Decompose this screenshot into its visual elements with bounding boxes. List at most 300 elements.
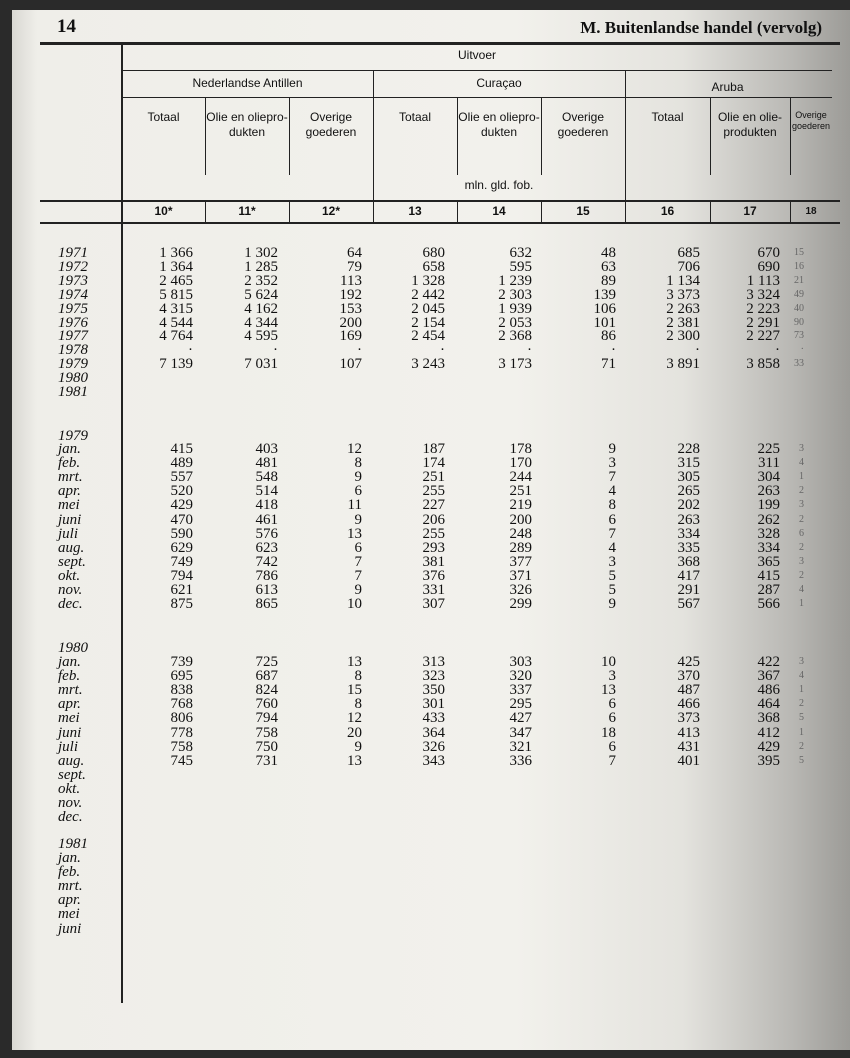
table-cell: 731 <box>255 752 278 769</box>
table-cell: 2 381 <box>666 314 700 331</box>
table-cell: 4 764 <box>159 328 193 345</box>
table-cell: 106 <box>593 300 616 317</box>
table-cell: 343 <box>422 752 445 769</box>
table-cell: 12 <box>347 441 362 457</box>
table-cell: 1 239 <box>498 272 532 289</box>
column-header: Olie en olieprodukten <box>458 110 540 139</box>
row-label: 1971 <box>58 245 88 261</box>
table-cell: 2 263 <box>666 300 700 317</box>
table-cell: 48 <box>601 245 616 261</box>
table-cell: 2 <box>799 513 804 525</box>
table-cell: 219 <box>509 497 532 514</box>
table-cell: 7 <box>354 553 362 570</box>
table-cell: 768 <box>170 696 193 713</box>
table-cell: 739 <box>170 654 193 670</box>
row-label: mei <box>58 906 80 923</box>
table-cell: 328 <box>757 525 780 542</box>
row-label: feb. <box>58 668 81 685</box>
row-label: sept. <box>58 766 86 783</box>
table-cell: · <box>188 342 193 359</box>
table-cell: 520 <box>170 483 193 500</box>
table-cell: 89 <box>601 272 616 289</box>
row-label: nov. <box>58 795 83 811</box>
table-cell: 15 <box>794 247 804 258</box>
table-cell: 293 <box>422 539 445 556</box>
table-cell: 2 442 <box>411 286 445 303</box>
table-cell: 824 <box>255 682 278 699</box>
table-cell: 169 <box>339 328 362 345</box>
unit-label: mln. gld. fob. <box>464 178 534 192</box>
table-cell: 244 <box>509 469 532 486</box>
table-cell: 5 <box>608 567 616 584</box>
table-cell: 199 <box>757 497 780 514</box>
row-label: aug. <box>58 539 85 556</box>
table-cell: 206 <box>422 511 445 528</box>
table-cell: 875 <box>170 596 193 613</box>
table-cell: 758 <box>170 738 193 755</box>
table-cell: 4 595 <box>244 328 278 345</box>
table-cell: 364 <box>422 724 445 741</box>
row-label: jan. <box>58 441 81 457</box>
table-cell: 367 <box>757 668 780 685</box>
row-label: 1977 <box>58 328 88 345</box>
table-cell: · <box>440 342 445 359</box>
table-cell: 2 <box>799 569 804 581</box>
table-cell: 4 315 <box>159 300 193 317</box>
table-cell: 706 <box>677 258 700 275</box>
table-cell: 265 <box>677 483 700 500</box>
table-cell: 3 <box>608 553 616 570</box>
table-cell: · <box>695 342 700 359</box>
header-uitvoer: Uitvoer <box>457 48 496 62</box>
table-cell: 320 <box>509 668 532 685</box>
table-cell: 4 <box>608 539 616 556</box>
table-cell: 412 <box>757 724 780 741</box>
row-label: dec. <box>58 809 83 826</box>
table-cell: 12 <box>347 710 362 727</box>
column-header: Totaal <box>651 110 684 124</box>
table-cell: 6 <box>608 710 616 727</box>
table-cell: 429 <box>757 738 780 755</box>
column-number: 13 <box>408 204 422 218</box>
table-cell: 3 243 <box>411 356 445 373</box>
table-cell: 6 <box>608 511 616 528</box>
table-cell: 18 <box>601 724 616 741</box>
table-cell: 838 <box>170 682 193 699</box>
table-cell: 377 <box>509 553 532 570</box>
table-cell: 2 <box>799 485 804 497</box>
table-cell: 4 162 <box>244 300 278 317</box>
table-cell: 595 <box>509 258 532 275</box>
row-label: feb. <box>58 455 81 472</box>
table-cell: 113 <box>340 272 362 289</box>
table-cell: 685 <box>677 245 700 261</box>
column-number: 10* <box>154 204 173 218</box>
table-cell: 313 <box>422 654 445 670</box>
table-cell: 422 <box>757 654 780 670</box>
table-cell: 1 939 <box>498 300 532 317</box>
table-cell: · <box>273 342 278 359</box>
table-cell: 2 <box>799 698 804 710</box>
table-cell: 464 <box>757 696 780 713</box>
table-cell: 49 <box>794 288 804 300</box>
table-cell: 13 <box>347 525 362 542</box>
column-number: 11* <box>238 204 256 218</box>
table-cell: 2 300 <box>666 328 700 345</box>
section-title: M. Buitenlandse handel (vervolg) <box>580 18 822 37</box>
table-cell: 401 <box>677 752 700 769</box>
table-cell: 321 <box>509 738 532 755</box>
table-cell: 431 <box>677 738 700 755</box>
table-cell: 2 465 <box>159 272 193 289</box>
row-label: apr. <box>58 696 81 713</box>
table-cell: 2 223 <box>746 300 780 317</box>
table-cell: 3 <box>799 555 804 567</box>
table-cell: 79 <box>347 258 362 275</box>
section-year: 1981 <box>58 836 88 852</box>
table-cell: 335 <box>677 539 700 556</box>
row-label: mei <box>58 497 80 514</box>
row-label: mrt. <box>58 682 83 699</box>
table-cell: 1 364 <box>159 258 193 275</box>
table-cell: 632 <box>509 245 532 261</box>
table-cell: 6 <box>354 483 362 500</box>
table-cell: 413 <box>677 724 700 741</box>
row-label: juli <box>58 525 79 542</box>
table-cell: 311 <box>758 455 780 472</box>
table-cell: 287 <box>757 582 780 598</box>
table-cell: 8 <box>354 668 362 685</box>
table-cell: 576 <box>255 525 278 542</box>
table-cell: 690 <box>757 258 780 275</box>
column-number: 15 <box>576 204 590 218</box>
table-cell: 10 <box>601 654 616 670</box>
section-year: 1979 <box>58 428 88 444</box>
table-cell: 3 <box>608 455 616 472</box>
rule <box>373 70 374 222</box>
table-cell: 8 <box>354 696 362 713</box>
table-cell: 1 366 <box>159 245 193 261</box>
row-label: feb. <box>58 864 81 881</box>
table-cell: 33 <box>794 358 804 370</box>
table-cell: 13 <box>601 682 616 699</box>
table-cell: 16 <box>794 260 804 272</box>
column-header: Totaal <box>398 110 432 124</box>
table-cell: 3 324 <box>746 286 780 303</box>
table-cell: 7 <box>608 469 616 486</box>
column-header: Overige goederen <box>557 110 609 139</box>
table-cell: 334 <box>757 539 780 556</box>
row-label: okt. <box>58 780 81 797</box>
table-cell: 670 <box>757 245 780 261</box>
table-cell: 461 <box>255 511 278 528</box>
table-cell: 200 <box>339 314 362 331</box>
table-cell: 381 <box>422 553 445 570</box>
table-cell: 687 <box>255 668 278 685</box>
table-cell: 3 891 <box>666 356 700 373</box>
table-cell: 5 <box>608 582 616 598</box>
table-cell: 3 <box>799 499 804 511</box>
rule <box>122 70 832 71</box>
table-cell: 255 <box>422 525 445 542</box>
table-cell: 7 139 <box>159 356 193 373</box>
table-cell: 415 <box>757 567 780 584</box>
table-cell: 192 <box>339 286 362 303</box>
column-header: Totaal <box>147 110 180 124</box>
table-cell: 742 <box>255 553 278 570</box>
row-label: mrt. <box>58 469 83 486</box>
table-cell: 1 <box>799 471 804 483</box>
table-cell: 305 <box>677 469 700 486</box>
rule <box>122 97 832 98</box>
table-cell: 10 <box>347 596 362 613</box>
table-cell: 1 113 <box>746 272 780 289</box>
table-cell: · <box>527 342 532 359</box>
table-cell: 326 <box>509 582 532 598</box>
table-cell: 4 <box>799 670 804 682</box>
row-label: 1976 <box>58 314 88 331</box>
table-cell: 8 <box>354 455 362 472</box>
row-label: jan. <box>58 850 81 866</box>
group-nederlandse-antillen: Nederlandse Antillen <box>192 76 303 90</box>
table-cell: 73 <box>794 330 804 342</box>
table-cell: 299 <box>509 596 532 613</box>
table-cell: 2 <box>799 740 804 752</box>
table-cell: 371 <box>509 567 532 584</box>
table-cell: 307 <box>422 596 445 613</box>
table-cell: 786 <box>255 567 278 584</box>
table-cell: 170 <box>509 455 532 472</box>
group-aruba: Aruba <box>711 80 744 94</box>
rule <box>40 222 840 224</box>
row-label: nov. <box>58 582 83 598</box>
column-number: 12* <box>321 204 341 218</box>
table-cell: 806 <box>170 710 193 727</box>
table-cell: 794 <box>170 567 193 584</box>
table-cell: 567 <box>677 596 700 613</box>
table-cell: 425 <box>677 654 700 670</box>
table-cell: 5 <box>799 754 804 766</box>
table-cell: 365 <box>757 553 780 570</box>
table-cell: 6 <box>799 527 804 539</box>
table-cell: 2 154 <box>411 314 445 331</box>
table-cell: 9 <box>354 469 362 486</box>
row-label: juli <box>58 738 79 755</box>
row-label: 1978 <box>58 342 88 359</box>
table-cell: 6 <box>608 738 616 755</box>
column-header: Overige goederen <box>791 110 831 131</box>
table-cell: 376 <box>422 567 445 584</box>
table-cell: 2 291 <box>746 314 780 331</box>
table-cell: 248 <box>509 525 532 542</box>
table-cell: 2 303 <box>498 286 532 303</box>
table-cell: 481 <box>255 455 278 472</box>
table-cell: 6 <box>608 696 616 713</box>
table-cell: 2 053 <box>498 314 532 331</box>
table-cell: 323 <box>422 668 445 685</box>
table-cell: 295 <box>509 696 532 713</box>
table-cell: 1 302 <box>244 245 278 261</box>
row-label: okt. <box>58 567 81 584</box>
table-cell: 7 031 <box>244 356 278 373</box>
table-cell: 415 <box>170 441 193 457</box>
table-cell: 1 328 <box>411 272 445 289</box>
table-cell: 331 <box>422 582 445 598</box>
row-label: mei <box>58 710 80 727</box>
table-cell: 86 <box>601 328 616 345</box>
table-cell: 9 <box>354 738 362 755</box>
table-cell: 470 <box>170 511 193 528</box>
row-label: juni <box>58 511 82 528</box>
table-cell: 2 045 <box>411 300 445 317</box>
table-cell: 548 <box>255 469 278 486</box>
row-label: 1980 <box>58 370 88 387</box>
table-cell: 227 <box>422 497 445 514</box>
table-cell: 760 <box>255 696 278 713</box>
table-cell: 9 <box>354 511 362 528</box>
table-cell: 13 <box>347 752 362 769</box>
row-label: aug. <box>58 752 85 769</box>
table-cell: 2 368 <box>498 328 532 345</box>
column-number: 18 <box>805 206 817 217</box>
row-label: 1981 <box>58 384 88 400</box>
table-cell: 347 <box>509 724 532 741</box>
table-cell: 3 <box>608 668 616 685</box>
table-cell: 1 <box>799 684 804 696</box>
table-cell: 7 <box>354 567 362 584</box>
table-cell: 200 <box>509 511 532 528</box>
column-header: Olie en olieprodukten <box>206 110 288 139</box>
table-cell: 865 <box>255 596 278 613</box>
table-top-rule <box>40 42 840 45</box>
table-cell: 368 <box>677 553 700 570</box>
table-cell: 629 <box>170 539 193 556</box>
row-label: dec. <box>58 596 83 613</box>
table-cell: 350 <box>422 682 445 699</box>
table-cell: 395 <box>757 752 780 769</box>
table-cell: 291 <box>677 582 700 598</box>
table-cell: 566 <box>757 596 780 613</box>
table-cell: 613 <box>255 582 278 598</box>
row-label: 1979 <box>58 356 88 373</box>
table-cell: 1 <box>799 726 804 738</box>
table-cell: 418 <box>255 497 278 514</box>
row-label: jan. <box>58 654 81 670</box>
table-cell: 5 815 <box>159 286 193 303</box>
table-cell: 187 <box>422 441 445 457</box>
row-label: 1972 <box>58 258 88 275</box>
table-cell: 427 <box>509 710 532 727</box>
table-cell: 9 <box>354 582 362 598</box>
table-cell: 745 <box>170 752 193 769</box>
table-cell: 262 <box>757 511 780 528</box>
table-cell: 174 <box>422 455 445 472</box>
table-cell: 514 <box>255 483 278 500</box>
table-cell: 64 <box>347 245 362 261</box>
row-label: 1973 <box>58 272 88 289</box>
table-cell: 1 285 <box>244 258 278 275</box>
table-cell: 7 <box>608 525 616 542</box>
table-cell: 8 <box>608 497 616 514</box>
table-cell: 178 <box>509 441 532 457</box>
table-cell: 255 <box>422 483 445 500</box>
table-cell: 3 <box>799 443 804 454</box>
table-cell: 370 <box>677 668 700 685</box>
table-cell: 326 <box>422 738 445 755</box>
table-cell: 3 173 <box>498 356 532 373</box>
table-cell: 304 <box>757 469 780 486</box>
table-cell: · <box>775 342 780 359</box>
row-label: apr. <box>58 892 81 909</box>
table-cell: · <box>611 342 616 359</box>
table-cell: 725 <box>255 654 278 670</box>
table-cell: 4 <box>799 457 804 469</box>
table-cell: 794 <box>255 710 278 727</box>
table-cell: 225 <box>757 441 780 457</box>
column-header: Olie en olieprodukten <box>717 110 783 139</box>
row-label: apr. <box>58 483 81 500</box>
table-cell: 336 <box>509 752 532 769</box>
table-cell: 417 <box>677 567 700 584</box>
table-cell: 2 352 <box>244 272 278 289</box>
rule <box>40 200 840 202</box>
table-cell: 263 <box>677 511 700 528</box>
table-cell: 3 <box>799 656 804 667</box>
row-label: sept. <box>58 553 86 570</box>
table-cell: 489 <box>170 455 193 472</box>
table-cell: 5 624 <box>244 286 278 303</box>
table-cell: 658 <box>422 258 445 275</box>
table-cell: 4 <box>608 483 616 500</box>
group-curacao: Curaçao <box>476 76 522 90</box>
table-cell: 368 <box>757 710 780 727</box>
table-cell: 251 <box>509 483 532 500</box>
table-cell: 228 <box>677 441 700 457</box>
column-number: 17 <box>743 204 757 218</box>
table-cell: 4 344 <box>244 314 278 331</box>
table-cell: 13 <box>347 654 362 670</box>
table-cell: 334 <box>677 525 700 542</box>
table-cell: 4 <box>799 584 804 595</box>
table-cell: 557 <box>170 469 193 486</box>
table-cell: · <box>800 344 804 356</box>
table-cell: 303 <box>509 654 532 670</box>
table-cell: 373 <box>677 710 700 727</box>
table-cell: 139 <box>593 286 616 303</box>
table-cell: 403 <box>255 441 278 457</box>
table-cell: 621 <box>170 582 193 598</box>
row-label: juni <box>58 724 82 741</box>
table-cell: 1 134 <box>666 272 700 289</box>
table-cell: 90 <box>794 316 804 328</box>
table-cell: 101 <box>593 314 616 331</box>
table-cell: 153 <box>339 300 362 317</box>
table-cell: 623 <box>255 539 278 556</box>
table-cell: 289 <box>509 539 532 556</box>
table-cell: 749 <box>170 553 193 570</box>
row-label: mrt. <box>58 878 83 895</box>
table-cell: 3 858 <box>746 356 780 373</box>
table-cell: 21 <box>794 274 804 286</box>
row-label: juni <box>58 920 82 937</box>
table-cell: 5 <box>799 712 804 724</box>
table-cell: 7 <box>608 752 616 769</box>
table-cell: 9 <box>608 596 616 613</box>
row-label: 1975 <box>58 300 88 317</box>
column-number: 16 <box>660 204 675 218</box>
table-cell: 3 373 <box>666 286 700 303</box>
table-cell: 2 <box>799 541 804 553</box>
